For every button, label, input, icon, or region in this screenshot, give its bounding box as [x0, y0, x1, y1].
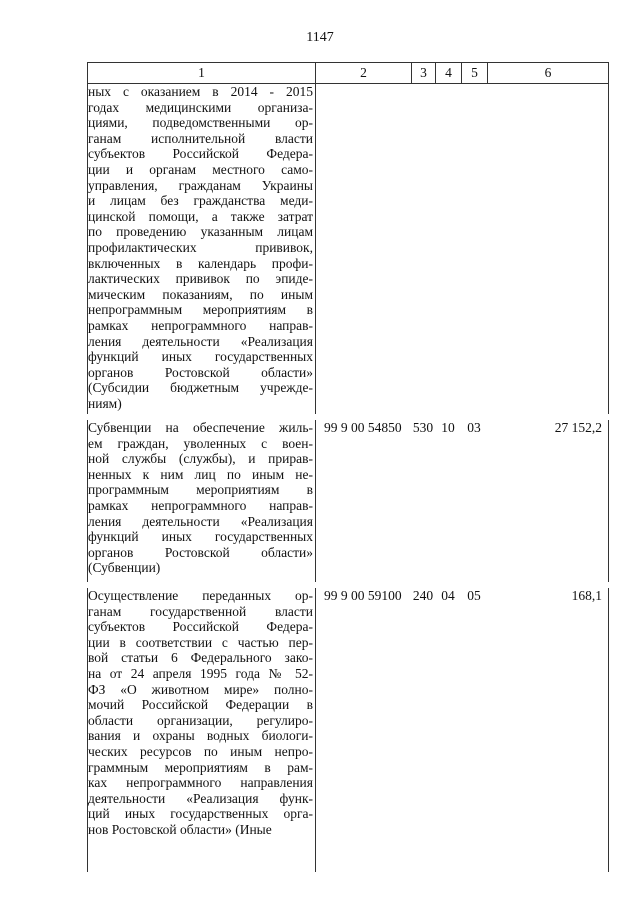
row-col3: 240 — [412, 588, 434, 603]
row-col4: 10 — [441, 420, 455, 435]
description-line: ции в соответствии с частью пер- — [88, 634, 313, 650]
row-description — [87, 420, 315, 582]
row-col4: 04 — [441, 588, 455, 603]
page-number: 1147 — [306, 30, 334, 45]
header-col-1: 1 — [87, 63, 315, 83]
table-row — [87, 582, 609, 872]
description-line: ческих ресурсов по иным непро- — [88, 743, 313, 759]
description-line: Субвенции на обеспечение жиль- — [88, 420, 313, 435]
row-description — [87, 588, 315, 872]
description-line: годах медицинскими организа- — [88, 99, 313, 115]
row-amount — [487, 84, 609, 414]
description-line: граммным мероприятиям в рам- — [88, 759, 313, 775]
description-line: субъектов Российской Федера- — [88, 146, 313, 162]
table-header-row — [87, 62, 609, 84]
description-line: ления деятельности «Реализация — [88, 333, 313, 349]
row-col5: 05 — [467, 588, 481, 603]
description-line: (Субсидии бюджетным учрежде- — [88, 380, 313, 396]
description-line: ления деятельности «Реализация — [88, 513, 313, 529]
row-code — [315, 84, 411, 414]
description-line: рамках непрограммного направ- — [88, 497, 313, 513]
description-line: ции и органам местного само- — [88, 161, 313, 177]
description-line: функций иных государственных — [88, 349, 313, 365]
row-col5: 03 — [467, 420, 481, 435]
row-col3: 530 — [412, 420, 434, 435]
description-line: ганам исполнительной власти — [88, 130, 313, 146]
description-line: деятельности «Реализация функ- — [88, 790, 313, 806]
description-line: органов Ростовской области» — [88, 364, 313, 380]
description-line: ненных к ним лиц по иным не- — [88, 466, 313, 482]
description-line: функций иных государственных — [88, 529, 313, 545]
description-line: Осуществление переданных ор- — [88, 588, 313, 603]
description-line: вой статьи 6 Федерального зако- — [88, 650, 313, 666]
description-line: области организации, регулиро- — [88, 712, 313, 728]
description-line: профилактических прививок, — [88, 239, 313, 255]
description-line: по проведению указанным лицам — [88, 224, 313, 240]
budget-table — [87, 62, 609, 872]
description-line: рамках непрограммного направ- — [88, 317, 313, 333]
description-line: вания и охраны водных биологи- — [88, 728, 313, 744]
row-amount: 27 152,2 — [487, 420, 609, 582]
description-line: ФЗ «О животном мире» полно- — [88, 681, 313, 697]
description-line: мочий Российской Федерации в — [88, 697, 313, 713]
description-line: мическим показаниям, по иным — [88, 286, 313, 302]
description-line: циями, подведомственными ор- — [88, 115, 313, 131]
header-col-2: 2 — [315, 63, 411, 83]
description-line: субъектов Российской Федера- — [88, 619, 313, 635]
description-line: включенных в календарь профи- — [88, 255, 313, 271]
description-line: непрограммным мероприятиям в — [88, 302, 313, 318]
header-col-3: 3 — [411, 63, 435, 83]
row-col3 — [411, 84, 435, 414]
description-line: ной службы (службы), и прирав- — [88, 451, 313, 467]
description-line: на от 24 апреля 1995 года № 52- — [88, 665, 313, 681]
row-description — [87, 84, 315, 414]
description-line: цинской помощи, а также затрат — [88, 208, 313, 224]
description-line: нов Ростовской области» (Иные — [88, 821, 272, 837]
table-row — [87, 84, 609, 414]
description-line: ниям) — [88, 395, 122, 411]
description-line: ций иных государственных орга- — [88, 806, 313, 822]
description-line: и лицам без гражданства меди- — [88, 193, 313, 209]
description-line: органов Ростовской области» — [88, 544, 313, 560]
description-line: лактических прививок по эпиде- — [88, 271, 313, 287]
row-code: 99 9 00 59100 — [315, 588, 411, 872]
row-amount: 168,1 — [487, 588, 609, 872]
row-col5 — [461, 84, 487, 414]
description-line: ных с оказанием в 2014 - 2015 — [88, 84, 313, 99]
description-line: программным мероприятиям в — [88, 482, 313, 498]
header-col-4: 4 — [435, 63, 461, 83]
row-code: 99 9 00 54850 — [315, 420, 411, 582]
description-line: ках непрограммного направления — [88, 775, 313, 791]
table-row — [87, 414, 609, 582]
description-line: (Субвенции) — [88, 560, 161, 576]
description-line: управления, гражданам Украины — [88, 177, 313, 193]
header-col-6: 6 — [487, 63, 609, 83]
description-line: ганам государственной власти — [88, 603, 313, 619]
description-line: ем граждан, уволенных с воен- — [88, 435, 313, 451]
header-col-5: 5 — [461, 63, 487, 83]
row-col4 — [435, 84, 461, 414]
